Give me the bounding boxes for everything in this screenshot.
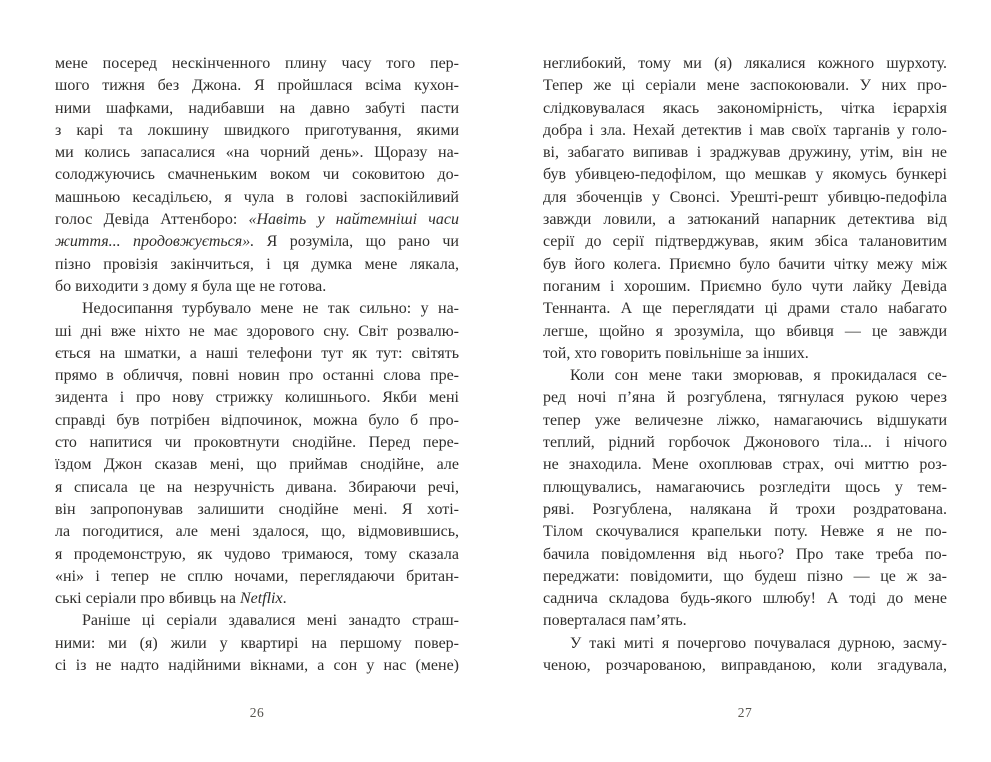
text-segment: з карі та локшину швидкого приготування, якими <box>55 121 459 139</box>
text-line <box>55 633 459 655</box>
text-segment: прямо в обличчя, повні новин про останні слова пре- <box>55 367 459 385</box>
text-line <box>55 432 459 454</box>
text-segment: їздом Джон сказав мені, що приймав снодійне, але <box>55 456 459 474</box>
text-segment: Тепер же ці серіали мене заспокоювали. У них про- <box>543 77 947 95</box>
text-line <box>55 254 459 276</box>
text-segment: ші дні вже ніхто не має здорового сну. Світ розвалю- <box>55 322 459 340</box>
text-segment: Раніше ці серіали здавалися мені занадто страш- <box>82 612 459 630</box>
text-segment: слідковувалася якась закономірність, чітка ієрархія <box>543 99 947 117</box>
text-segment: Коли сон мене таки зморював, я прокидалася се- <box>570 367 947 385</box>
text-line <box>543 120 947 142</box>
text-line <box>55 53 459 75</box>
text-line <box>543 477 947 499</box>
text-segment: сто напитися чи проковтнути снодійне. Перед пере- <box>55 434 459 452</box>
text-line <box>55 454 459 476</box>
text-segment: бачила повідомлення від нього? Про таке треба по- <box>543 545 947 563</box>
text-line <box>543 298 947 320</box>
text-line <box>543 499 947 521</box>
text-segment: голос Девіда Аттенборо: <box>55 211 249 229</box>
text-segment: «ні» і тепер не сплю ночами, переглядаючи британ- <box>55 567 459 585</box>
text-segment: ченою, розчарованою, виправданою, коли згадувала, <box>543 657 947 675</box>
text-segment: солоджуючись смачненьким воком чи соковитою до- <box>55 166 459 184</box>
text-line <box>55 588 459 610</box>
text-segment: саднича складова будь-якого шлюбу! А тоді до мене <box>543 590 947 608</box>
text-segment: не знаходила. Мене охоплював страх, очі миттю роз- <box>543 456 947 474</box>
text-line <box>543 209 947 231</box>
text-segment: тепер уже величезне ліжко, намагаючись відшукати <box>543 411 947 429</box>
text-line <box>543 610 947 632</box>
text-segment: завжди ловили, а затюканий напарник детектива від <box>543 211 947 229</box>
italic-text: «Навіть у найтемніші часи <box>248 211 459 229</box>
text-segment: Тілом скочувалися крапельки поту. Невже я не по- <box>543 523 947 541</box>
text-line <box>543 276 947 298</box>
text-segment: справді був потрібен відпочинок, можна було б про- <box>55 411 459 429</box>
text-segment: Недосипання турбувало мене не так сильно: у на- <box>82 300 459 318</box>
text-line <box>543 588 947 610</box>
text-line <box>55 544 459 566</box>
text-line <box>55 566 459 588</box>
italic-text: Netflix <box>239 590 283 608</box>
text-line <box>55 410 459 432</box>
text-line <box>55 98 459 120</box>
text-segment: той, хто говорить повільніше за інших. <box>543 344 809 362</box>
text-line <box>543 231 947 253</box>
text-line <box>543 410 947 432</box>
text-segment: Теннанта. А ще переглядати ці драми стало набагато <box>543 300 947 318</box>
text-segment: Я розуміла, що рано чи <box>254 233 459 251</box>
text-segment: мене посеред нескінченного плину часу того пер- <box>55 55 459 72</box>
text-segment: я продемонструю, як чудово тримаюся, тому сказала <box>55 545 459 563</box>
text-segment: легше, щойно я зрозуміла, що вбивця — це завжди <box>543 322 947 340</box>
text-line <box>55 231 459 253</box>
text-line <box>543 633 947 655</box>
text-line <box>543 75 947 97</box>
text-line <box>543 566 947 588</box>
page-number-left: 26 <box>249 705 265 720</box>
text-line <box>55 521 459 543</box>
text-line <box>543 321 947 343</box>
text-segment: сі із не надто надійними вікнами, а сон у нас (мене) <box>55 657 459 675</box>
text-line <box>543 164 947 186</box>
text-line <box>55 142 459 164</box>
text-segment: ми колись запасалися «на чорний день». Щоразу на- <box>55 144 459 162</box>
text-segment: ними: ми (я) жили у квартирі на першому повер- <box>55 634 459 652</box>
text-segment: ла погодитися, але мені здалося, що, відмовившись, <box>55 523 459 541</box>
text-line <box>543 521 947 543</box>
text-segment: неглибокий, тому ми (я) лякалися кожного шурхоту. <box>543 55 947 72</box>
text-line <box>55 499 459 521</box>
text-line <box>55 276 459 298</box>
text-line <box>543 454 947 476</box>
text-line <box>55 209 459 231</box>
text-line <box>543 187 947 209</box>
text-segment: переджати: повідомити, що будеш пізно — це ж за- <box>543 567 947 585</box>
text-line <box>55 321 459 343</box>
text-line <box>543 254 947 276</box>
text-segment: зидента і про нову стрижку колишнього. Якби мені <box>55 389 459 407</box>
text-line <box>55 298 459 320</box>
text-segment: пізно провізія закінчиться, і ця думка мене лякала, <box>55 255 459 273</box>
text-line <box>55 610 459 632</box>
text-segment: серії до серії підтверджував, яким збіса талановитим <box>543 233 947 251</box>
text-line <box>543 432 947 454</box>
text-segment: У такі миті я почергово почувалася дурною, засму- <box>570 634 947 652</box>
text-line <box>543 343 947 365</box>
text-line <box>55 655 459 677</box>
page-number-right: 27 <box>737 705 753 720</box>
text-segment: для збоченців у Свонсі. Урешті-решт убивцю-педофіла <box>543 188 947 206</box>
page-right-text <box>543 53 947 677</box>
text-segment: був його колега. Приємно було бачити чітку межу між <box>543 255 947 273</box>
text-line <box>543 142 947 164</box>
text-segment: машньою кесадільєю, я чула в голові заспокійливий <box>55 188 459 206</box>
italic-text: життя... продовжується». <box>55 233 255 251</box>
text-segment: бо виходити з дому я була ще не готова. <box>55 277 327 295</box>
text-segment: . <box>282 590 287 608</box>
text-segment: шого тижня без Джона. Я пройшлася всіма кухон- <box>55 77 459 95</box>
text-line <box>543 544 947 566</box>
text-line <box>543 387 947 409</box>
text-segment: був убивцею-педофілом, що мешкав у якомусь бункері <box>543 166 947 184</box>
text-line <box>543 365 947 387</box>
text-segment: він запропонував залишити снодійне мені. Я хоті- <box>55 500 459 518</box>
text-segment: поверталася пам’ять. <box>543 612 687 630</box>
text-segment: ред ночі п’яна й розгублена, тягнулася рукою через <box>543 389 947 407</box>
text-line <box>55 387 459 409</box>
text-line <box>543 655 947 677</box>
text-segment: ські серіали про вбивць на <box>55 590 240 608</box>
page-left-text <box>55 53 459 677</box>
text-line <box>55 120 459 142</box>
text-line <box>55 164 459 186</box>
text-segment: ється на шматки, а наші телефони тут як тут: світять <box>55 344 459 362</box>
text-line <box>55 343 459 365</box>
text-line <box>55 75 459 97</box>
text-segment: поганим і хорошим. Приємно було чути лайку Девіда <box>543 277 947 295</box>
text-segment: я списала це на незручність дивана. Збираючи речі, <box>55 478 459 496</box>
text-segment: ними шафками, надибавши на давно забуті пасти <box>55 99 459 117</box>
text-segment: ві, забагато випивав і зраджував дружину, утім, він не <box>543 144 947 162</box>
text-line <box>543 98 947 120</box>
text-segment: плющувались, намагаючись розгледіти щось у тем- <box>543 478 947 496</box>
text-line <box>55 187 459 209</box>
text-segment: добра і зла. Нехай детектив і мав своїх тарганів у голо- <box>543 121 947 139</box>
text-line <box>55 477 459 499</box>
text-segment: теплий, рідний горбочок Джонового тіла... і нічого <box>543 434 947 452</box>
text-line <box>543 53 947 75</box>
text-line <box>55 365 459 387</box>
text-segment: ряві. Розгублена, налякана й трохи роздратована. <box>543 500 947 518</box>
